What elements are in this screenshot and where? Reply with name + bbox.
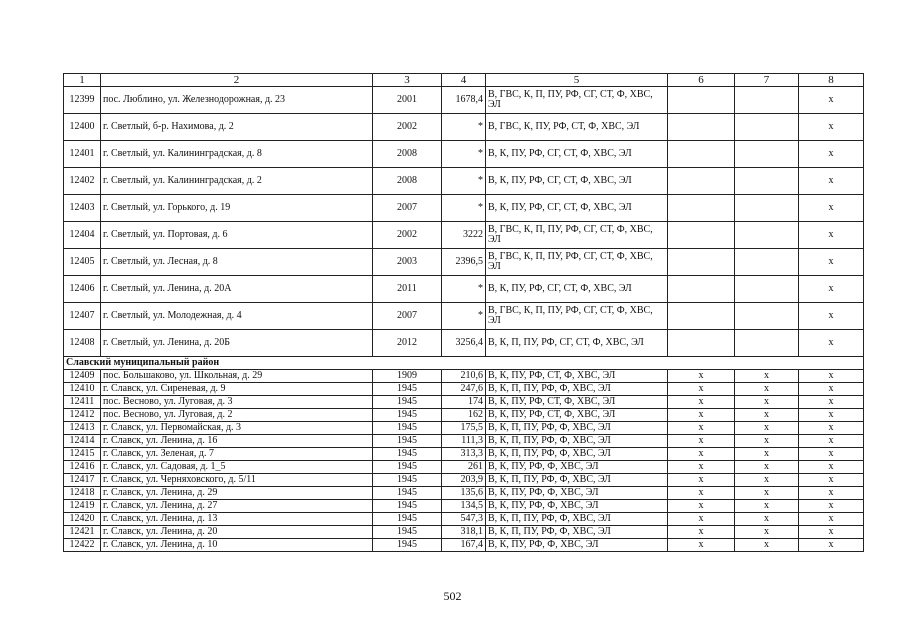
header-cell-6: 6 — [668, 74, 735, 87]
cell-number: 12400 — [64, 114, 101, 141]
cell-col7: x — [735, 513, 799, 526]
cell-systems: В, К, ПУ, РФ, Ф, ХВС, ЭЛ — [486, 539, 668, 552]
cell-year: 1945 — [373, 422, 442, 435]
cell-col7: x — [735, 539, 799, 552]
cell-systems: В, К, П, ПУ, РФ, Ф, ХВС, ЭЛ — [486, 526, 668, 539]
header-cell-1: 1 — [64, 74, 101, 87]
cell-area: * — [442, 276, 486, 303]
cell-area: 2396,5 — [442, 249, 486, 276]
cell-address: г. Славск, ул. Зеленая, д. 7 — [101, 448, 373, 461]
cell-address: г. Светлый, б-р. Нахимова, д. 2 — [101, 114, 373, 141]
cell-col8: x — [799, 448, 864, 461]
table-row — [64, 370, 864, 383]
cell-col8: x — [799, 168, 864, 195]
cell-col8: x — [799, 303, 864, 330]
cell-year: 1945 — [373, 383, 442, 396]
table-row — [64, 114, 864, 141]
housing-register-table — [63, 73, 864, 552]
header-row — [64, 74, 864, 87]
cell-area: 134,5 — [442, 500, 486, 513]
section-title: Славский муниципальный район — [64, 357, 864, 370]
cell-number: 12422 — [64, 539, 101, 552]
cell-year: 2001 — [373, 87, 442, 114]
cell-address: г. Славск, ул. Садовая, д. 1_5 — [101, 461, 373, 474]
cell-number: 12413 — [64, 422, 101, 435]
cell-year: 1945 — [373, 500, 442, 513]
cell-area: 174 — [442, 396, 486, 409]
cell-col7 — [735, 168, 799, 195]
cell-area: * — [442, 168, 486, 195]
table-row — [64, 195, 864, 222]
cell-systems: В, К, ПУ, РФ, СГ, СТ, Ф, ХВС, ЭЛ — [486, 141, 668, 168]
cell-year: 1945 — [373, 539, 442, 552]
cell-area: 111,3 — [442, 435, 486, 448]
cell-col7 — [735, 330, 799, 357]
cell-col7: x — [735, 500, 799, 513]
cell-address: пос. Весново, ул. Луговая, д. 2 — [101, 409, 373, 422]
cell-col7: x — [735, 461, 799, 474]
cell-col7: x — [735, 396, 799, 409]
cell-address: г. Славск, ул. Ленина, д. 29 — [101, 487, 373, 500]
table-row — [64, 435, 864, 448]
cell-systems: В, К, ПУ, РФ, СТ, Ф, ХВС, ЭЛ — [486, 396, 668, 409]
cell-col6 — [668, 330, 735, 357]
cell-number: 12410 — [64, 383, 101, 396]
cell-number: 12412 — [64, 409, 101, 422]
table-body — [64, 74, 864, 552]
cell-year: 2003 — [373, 249, 442, 276]
table-row — [64, 249, 864, 276]
cell-area: 167,4 — [442, 539, 486, 552]
cell-area: 203,9 — [442, 474, 486, 487]
cell-col6: x — [668, 526, 735, 539]
cell-col7 — [735, 222, 799, 249]
cell-area: 1678,4 — [442, 87, 486, 114]
cell-col7 — [735, 276, 799, 303]
table-row — [64, 330, 864, 357]
cell-systems: В, К, ПУ, РФ, СГ, СТ, Ф, ХВС, ЭЛ — [486, 276, 668, 303]
cell-number: 12416 — [64, 461, 101, 474]
cell-col8: x — [799, 409, 864, 422]
cell-col8: x — [799, 222, 864, 249]
cell-systems: В, К, ПУ, РФ, Ф, ХВС, ЭЛ — [486, 487, 668, 500]
cell-col7 — [735, 114, 799, 141]
cell-area: 210,6 — [442, 370, 486, 383]
cell-address: пос. Весново, ул. Луговая, д. 3 — [101, 396, 373, 409]
cell-number: 12411 — [64, 396, 101, 409]
cell-address: г. Светлый, ул. Молодежная, д. 4 — [101, 303, 373, 330]
cell-address: г. Славск, ул. Ленина, д. 20 — [101, 526, 373, 539]
cell-address: г. Светлый, ул. Портовая, д. 6 — [101, 222, 373, 249]
cell-col7 — [735, 303, 799, 330]
cell-col7: x — [735, 370, 799, 383]
cell-year: 2008 — [373, 141, 442, 168]
cell-col7: x — [735, 383, 799, 396]
cell-year: 1945 — [373, 513, 442, 526]
table-row — [64, 500, 864, 513]
cell-number: 12415 — [64, 448, 101, 461]
cell-year: 1945 — [373, 474, 442, 487]
cell-col7: x — [735, 409, 799, 422]
cell-col8: x — [799, 474, 864, 487]
cell-number: 12419 — [64, 500, 101, 513]
cell-area: 3256,4 — [442, 330, 486, 357]
cell-col6 — [668, 249, 735, 276]
cell-col7 — [735, 87, 799, 114]
cell-col7 — [735, 141, 799, 168]
cell-year: 1945 — [373, 448, 442, 461]
cell-address: г. Славск, ул. Ленина, д. 13 — [101, 513, 373, 526]
cell-address: г. Славск, ул. Черняховского, д. 5/11 — [101, 474, 373, 487]
table-row — [64, 487, 864, 500]
cell-address: г. Светлый, ул. Лесная, д. 8 — [101, 249, 373, 276]
cell-col7 — [735, 249, 799, 276]
cell-area: 313,3 — [442, 448, 486, 461]
cell-systems: В, К, П, ПУ, РФ, Ф, ХВС, ЭЛ — [486, 448, 668, 461]
cell-col6 — [668, 141, 735, 168]
cell-col7: x — [735, 474, 799, 487]
cell-col8: x — [799, 435, 864, 448]
cell-address: г. Славск, ул. Ленина, д. 27 — [101, 500, 373, 513]
cell-address: г. Светлый, ул. Ленина, д. 20А — [101, 276, 373, 303]
cell-systems: В, К, ПУ, РФ, СГ, СТ, Ф, ХВС, ЭЛ — [486, 168, 668, 195]
header-cell-5: 5 — [486, 74, 668, 87]
cell-col6: x — [668, 513, 735, 526]
cell-area: 3222 — [442, 222, 486, 249]
cell-address: г. Светлый, ул. Ленина, д. 20Б — [101, 330, 373, 357]
cell-address: г. Светлый, ул. Горького, д. 19 — [101, 195, 373, 222]
table-row — [64, 276, 864, 303]
cell-col6: x — [668, 435, 735, 448]
table-row — [64, 513, 864, 526]
cell-number: 12414 — [64, 435, 101, 448]
cell-col8: x — [799, 87, 864, 114]
table-row — [64, 461, 864, 474]
cell-systems: В, К, П, ПУ, РФ, Ф, ХВС, ЭЛ — [486, 383, 668, 396]
cell-systems: В, К, П, ПУ, РФ, Ф, ХВС, ЭЛ — [486, 422, 668, 435]
cell-col8: x — [799, 539, 864, 552]
cell-col6 — [668, 222, 735, 249]
cell-systems: В, К, ПУ, РФ, СТ, Ф, ХВС, ЭЛ — [486, 370, 668, 383]
cell-systems: В, К, П, ПУ, РФ, Ф, ХВС, ЭЛ — [486, 474, 668, 487]
cell-address: пос. Люблино, ул. Железнодорожная, д. 23 — [101, 87, 373, 114]
table-row — [64, 303, 864, 330]
cell-year: 1945 — [373, 435, 442, 448]
cell-number: 12404 — [64, 222, 101, 249]
cell-col8: x — [799, 370, 864, 383]
table-row — [64, 87, 864, 114]
cell-number: 12417 — [64, 474, 101, 487]
cell-col6: x — [668, 409, 735, 422]
cell-year: 2002 — [373, 222, 442, 249]
cell-area: 247,6 — [442, 383, 486, 396]
cell-col6: x — [668, 448, 735, 461]
cell-area: * — [442, 114, 486, 141]
table-row — [64, 422, 864, 435]
cell-col8: x — [799, 383, 864, 396]
cell-col6 — [668, 87, 735, 114]
cell-col8: x — [799, 526, 864, 539]
cell-number: 12402 — [64, 168, 101, 195]
cell-col8: x — [799, 276, 864, 303]
cell-number: 12401 — [64, 141, 101, 168]
cell-systems: В, ГВС, К, П, ПУ, РФ, СГ, СТ, Ф, ХВС, ЭЛ — [486, 87, 668, 114]
cell-area: 135,6 — [442, 487, 486, 500]
header-cell-4: 4 — [442, 74, 486, 87]
cell-number: 12421 — [64, 526, 101, 539]
cell-address: г. Славск, ул. Сиреневая, д. 9 — [101, 383, 373, 396]
cell-systems: В, К, П, ПУ, РФ, СГ, СТ, Ф, ХВС, ЭЛ — [486, 330, 668, 357]
cell-year: 2008 — [373, 168, 442, 195]
cell-col7: x — [735, 487, 799, 500]
table-row — [64, 409, 864, 422]
cell-year: 1945 — [373, 461, 442, 474]
cell-year: 1945 — [373, 487, 442, 500]
cell-area: * — [442, 303, 486, 330]
cell-col7 — [735, 195, 799, 222]
cell-area: * — [442, 195, 486, 222]
cell-area: 261 — [442, 461, 486, 474]
header-cell-8: 8 — [799, 74, 864, 87]
cell-address: г. Славск, ул. Ленина, д. 10 — [101, 539, 373, 552]
cell-systems: В, К, П, ПУ, РФ, Ф, ХВС, ЭЛ — [486, 513, 668, 526]
header-cell-7: 7 — [735, 74, 799, 87]
cell-col7: x — [735, 435, 799, 448]
cell-col8: x — [799, 195, 864, 222]
cell-year: 2012 — [373, 330, 442, 357]
cell-systems: В, К, П, ПУ, РФ, Ф, ХВС, ЭЛ — [486, 435, 668, 448]
cell-systems: В, ГВС, К, ПУ, РФ, СТ, Ф, ХВС, ЭЛ — [486, 114, 668, 141]
table-row — [64, 539, 864, 552]
table-row — [64, 396, 864, 409]
cell-area: 547,3 — [442, 513, 486, 526]
cell-col6 — [668, 276, 735, 303]
cell-col8: x — [799, 249, 864, 276]
cell-year: 2011 — [373, 276, 442, 303]
cell-col6: x — [668, 370, 735, 383]
cell-number: 12408 — [64, 330, 101, 357]
cell-year: 2007 — [373, 303, 442, 330]
cell-number: 12403 — [64, 195, 101, 222]
cell-col6: x — [668, 474, 735, 487]
cell-year: 1945 — [373, 526, 442, 539]
header-cell-3: 3 — [373, 74, 442, 87]
cell-area: * — [442, 141, 486, 168]
cell-systems: В, ГВС, К, П, ПУ, РФ, СГ, СТ, Ф, ХВС, ЭЛ — [486, 222, 668, 249]
cell-number: 12399 — [64, 87, 101, 114]
cell-number: 12420 — [64, 513, 101, 526]
table-row — [64, 168, 864, 195]
cell-col6: x — [668, 461, 735, 474]
cell-col7: x — [735, 422, 799, 435]
table-row — [64, 474, 864, 487]
cell-col8: x — [799, 396, 864, 409]
cell-systems: В, ГВС, К, П, ПУ, РФ, СГ, СТ, Ф, ХВС, ЭЛ — [486, 303, 668, 330]
cell-col6 — [668, 114, 735, 141]
cell-col6: x — [668, 487, 735, 500]
cell-number: 12405 — [64, 249, 101, 276]
page-number: 502 — [443, 589, 462, 603]
cell-systems: В, К, ПУ, РФ, Ф, ХВС, ЭЛ — [486, 461, 668, 474]
cell-col6 — [668, 303, 735, 330]
cell-address: пос. Большаково, ул. Школьная, д. 29 — [101, 370, 373, 383]
cell-col6: x — [668, 422, 735, 435]
header-cell-2: 2 — [101, 74, 373, 87]
cell-col6: x — [668, 500, 735, 513]
cell-col7: x — [735, 526, 799, 539]
cell-number: 12407 — [64, 303, 101, 330]
cell-year: 1909 — [373, 370, 442, 383]
cell-systems: В, К, ПУ, РФ, Ф, ХВС, ЭЛ — [486, 500, 668, 513]
cell-number: 12409 — [64, 370, 101, 383]
table-row — [64, 141, 864, 168]
cell-systems: В, ГВС, К, П, ПУ, РФ, СГ, СТ, Ф, ХВС, ЭЛ — [486, 249, 668, 276]
table-row — [64, 383, 864, 396]
cell-area: 175,5 — [442, 422, 486, 435]
table-row — [64, 526, 864, 539]
cell-col8: x — [799, 141, 864, 168]
cell-col8: x — [799, 500, 864, 513]
cell-col6: x — [668, 383, 735, 396]
cell-col7: x — [735, 448, 799, 461]
cell-systems: В, К, ПУ, РФ, СГ, СТ, Ф, ХВС, ЭЛ — [486, 195, 668, 222]
cell-col6 — [668, 195, 735, 222]
cell-year: 2002 — [373, 114, 442, 141]
cell-address: г. Светлый, ул. Калининградская, д. 8 — [101, 141, 373, 168]
cell-address: г. Славск, ул. Первомайская, д. 3 — [101, 422, 373, 435]
cell-year: 1945 — [373, 409, 442, 422]
cell-area: 318,1 — [442, 526, 486, 539]
cell-year: 2007 — [373, 195, 442, 222]
table-row — [64, 448, 864, 461]
cell-area: 162 — [442, 409, 486, 422]
cell-col8: x — [799, 513, 864, 526]
table-row — [64, 222, 864, 249]
cell-col6: x — [668, 539, 735, 552]
cell-col8: x — [799, 114, 864, 141]
cell-address: г. Светлый, ул. Калининградская, д. 2 — [101, 168, 373, 195]
cell-col8: x — [799, 330, 864, 357]
cell-col8: x — [799, 487, 864, 500]
cell-number: 12406 — [64, 276, 101, 303]
cell-systems: В, К, ПУ, РФ, СТ, Ф, ХВС, ЭЛ — [486, 409, 668, 422]
cell-number: 12418 — [64, 487, 101, 500]
section-row — [64, 357, 864, 370]
cell-col6: x — [668, 396, 735, 409]
cell-col6 — [668, 168, 735, 195]
cell-col8: x — [799, 461, 864, 474]
cell-col8: x — [799, 422, 864, 435]
cell-year: 1945 — [373, 396, 442, 409]
cell-address: г. Славск, ул. Ленина, д. 16 — [101, 435, 373, 448]
